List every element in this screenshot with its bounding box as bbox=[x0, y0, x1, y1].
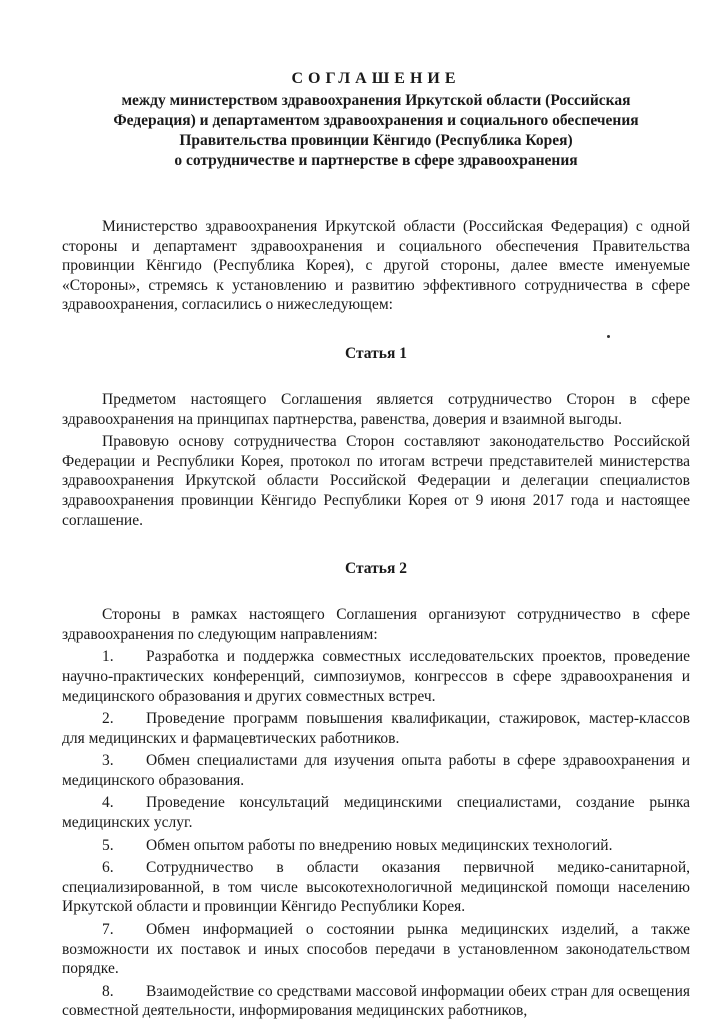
list-item bbox=[62, 836, 690, 856]
list-item bbox=[62, 858, 690, 917]
list-item-number: 2. bbox=[102, 710, 114, 728]
list-item-text: Проведение консультаций медицинскими специалистами, создание рынка медицинских услуг. bbox=[62, 794, 690, 832]
list-item-number: 4. bbox=[102, 794, 114, 812]
intro-paragraph: Министерство здравоохранения Иркутской области (Российская Федерация) с одной стороны и департамент здравоохранения и социального обеспечения Правительства провинции Кёнгидо (Республика Корея), с другой стороны, далее вместе именуемые «Стороны», стремясь к установлению и развитию эффективного сотрудничества в сфере здравоохранения, согласились о нижеследующем: bbox=[62, 218, 690, 314]
list-item bbox=[62, 982, 690, 1021]
list-item-number: 5. bbox=[102, 836, 114, 854]
list-item-number: 6. bbox=[102, 859, 114, 877]
list-item-number: 8. bbox=[102, 982, 114, 1000]
subtitle-line: между министерством здравоохранения Иркутской области (Российская bbox=[121, 92, 631, 109]
list-item-number: 1. bbox=[102, 648, 114, 666]
document-title: СОГЛАШЕНИЕ bbox=[291, 70, 461, 87]
list-item-text: Проведение программ повышения квалификации, стажировок, мастер-классов для медицинских и фармацевтических работников. bbox=[62, 710, 690, 747]
list-item-text: Взаимодействие со средствами массовой информации обеих стран для освещения совместной деятельности, информирования медицинских работников, bbox=[62, 982, 690, 1020]
list-item-text: Обмен специалистами для изучения опыта работы в сфере здравоохранения и медицинского образования. bbox=[62, 752, 690, 789]
article-2-lead: Стороны в рамках настоящего Соглашения организуют сотрудничество в сфере здравоохранения по следующим направлениям: bbox=[62, 606, 690, 643]
list-item-number: 7. bbox=[102, 921, 114, 939]
list-item bbox=[62, 647, 690, 706]
subtitle-line: Правительства провинции Кёнгидо (Республика Корея) bbox=[179, 132, 573, 149]
article-1-heading: Статья 1 bbox=[345, 344, 407, 362]
scan-speck bbox=[607, 335, 610, 338]
list-item-text: Обмен информацией о состоянии рынка медицинских изделий, а также возможности их поставок и иных способов передачи в установленном законодательством порядке. bbox=[62, 921, 690, 978]
list-item-number: 3. bbox=[102, 752, 114, 770]
list-item-text: Обмен опытом работы по внедрению новых медицинских технологий. bbox=[146, 836, 613, 854]
list-item-text: Разработка и поддержка совместных исследовательских проектов, проведение научно-практических конференций, симпозиумов, конгрессов в сфере здравоохранения и медицинского образования и других совместных встреч. bbox=[62, 648, 690, 705]
subtitle-line: о сотрудничестве и партнерстве в сфере здравоохранения bbox=[174, 152, 578, 169]
list-item bbox=[62, 920, 690, 979]
list-item bbox=[62, 793, 690, 832]
article-1-paragraph: Правовую основу сотрудничества Сторон составляют законодательство Российской Федерации и Республики Корея, протокол по итогам встречи представителей министерства здравоохранения Иркутской области Российской Федерации и делегации специалистов здравоохранения провинции Кёнгидо Республики Корея от 9 июня 2017 года и настоящее соглашение. bbox=[62, 433, 690, 529]
list-item bbox=[62, 709, 690, 748]
article-2-heading: Статья 2 bbox=[345, 560, 407, 578]
document-subtitle bbox=[62, 91, 690, 171]
article-1-paragraph: Предметом настоящего Соглашения является сотрудничество Сторон в сфере здравоохранения на принципах партнерства, равенства, доверия и взаимной выгоды. bbox=[62, 390, 690, 428]
subtitle-line: Федерация) и департаментом здравоохранения и социального обеспечения bbox=[113, 112, 639, 129]
list-item bbox=[62, 751, 690, 790]
list-item-text: Сотрудничество в области оказания первичной медико-санитарной, специализированной, в том числе высокотехнологичной медицинской помощи населению Иркутской области и провинции Кёнгидо Республики Корея. bbox=[62, 859, 690, 916]
